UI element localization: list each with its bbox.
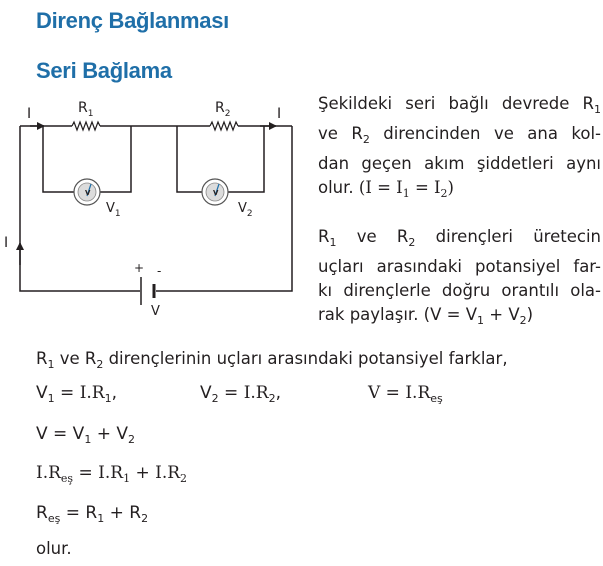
battery-plus: + [134,261,145,275]
series-circuit-diagram [0,95,300,330]
equation-v1: $V_1 = I.R_1$, [36,383,118,405]
subsection-title: Seri Bağlama [36,58,172,83]
svg-text:V: V [213,189,219,197]
resistor-r1 [72,122,100,130]
r2-label: $R_2$ [215,100,231,119]
battery-minus: - [157,264,162,278]
para1-line-2: ve $R_2$ direncinden ve ana kol- [318,124,601,146]
para1-line-1: Şekildeki seri bağlı devrede $R_1$ [318,94,601,116]
v2-label: $V_2$ [238,201,253,219]
battery-label: V [151,304,160,319]
current-label-vertical: I [4,235,9,251]
r1-label: $R_1$ [78,100,94,119]
section-title: Direnç Bağlanması [36,8,229,33]
current-label-left: I [27,106,32,122]
full-width-sentence: $R_1$ ve $R_2$ dirençlerinin uçları arasındaki potansiyel farklar, [36,349,508,371]
para2-line-4: rak paylaşır. $(V = V_1 + V_2)$ [318,305,534,327]
para1-line-3: dan geçen akım şiddetleri aynı [318,154,601,173]
equation-v2: $V_2 = I.R_2$, [200,383,282,405]
current-label-right: I [277,106,282,122]
para2-line-2: uçları arasındaki potansiyel far- [318,257,601,276]
svg-text:V: V [85,189,91,197]
para2-line-3: kı dirençlerle doğru orantılı ola- [318,281,601,300]
resistor-r2 [210,122,238,130]
para1-line-4: olur. $(I = I_1 = I_2)$ [318,178,454,200]
equation-sum: $V = V_1 + V_2$ [36,424,135,446]
v1-label: $V_1$ [106,201,121,219]
closing-text: olur. [36,539,72,558]
wire-left [20,126,140,291]
paragraph-current [318,92,601,206]
equation-v-total: $V = I.R_{eş}$ [368,383,443,405]
voltmeter-1-icon [74,179,100,205]
para2-line-1: $R_1$ ve $R_2$ dirençleri üretecin [318,227,601,249]
paragraph-voltage [318,225,601,333]
equation-ir: $I.R_{eş} = I.R_1 + I.R_2$ [36,463,188,485]
voltmeter-2-icon [202,179,228,205]
equation-req: $R_{eş} = R_1 + R_2$ [36,503,149,525]
